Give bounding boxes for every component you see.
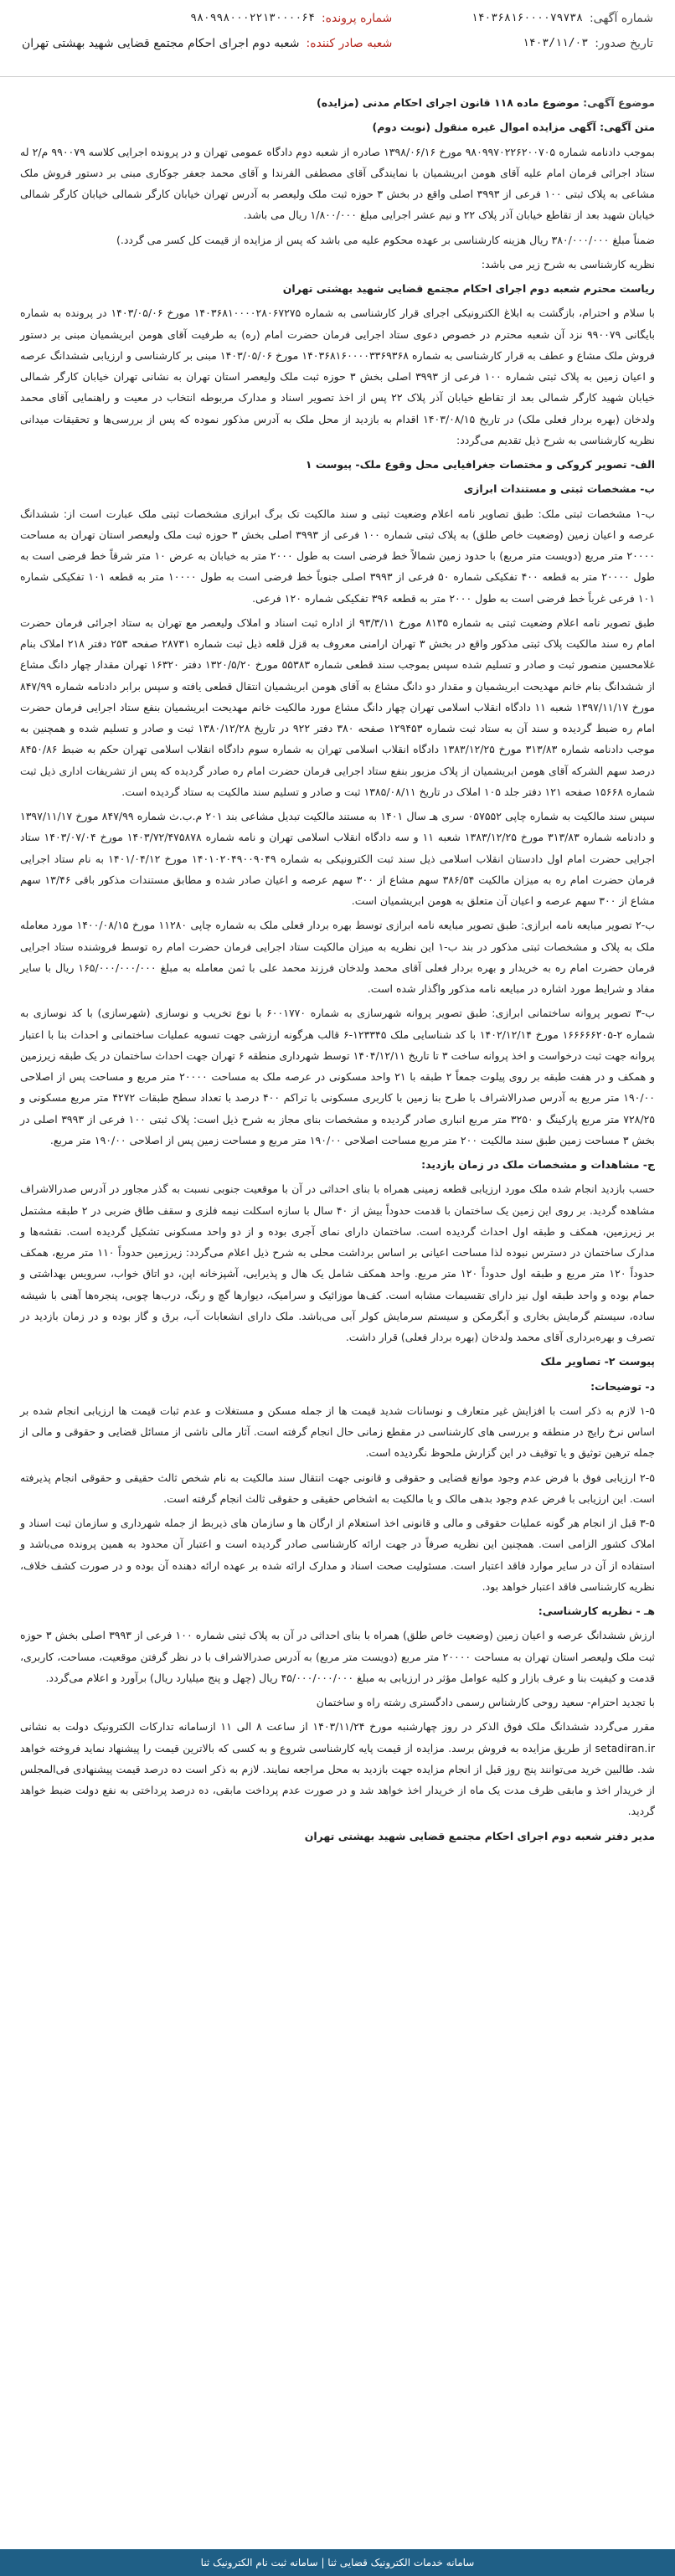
notice-paragraph: ب-۱ مشخصات ثبتی ملک: طبق تصاویر نامه اعلام وضعیت ثبتی و سند مالکیت تک برگ ابرازی مشخصات ثبتی ملک عبارت است از: ششدانگ عرصه و اعیان زمین (وضعیت خاص طلق) به پلاک ثبتی شماره ۱۰۰ فرعی از ۳۹۹۳ اصلی بخش ۳ حوزه ثبت ملک ولیعصر استان تهران به مساحت ۲۰۰۰۰ متر مربع (دویست متر مربع) با حدود زمین شمالاً خط فرضی است به طول ۲۰۰۰ متر به خیابان به عرض ۱۰ متر شرقاً خط فرضی است به طول ۲۰۰۰۰ متر به قطعه ۴۰۰ تفکیکی شماره ۵۰ فرعی از ۳۹۹۳ اصلی جنوباً خط فرضی است به طول ۱۰۰۰۰ متر به قطعه ۱۰۱ تفکیکی شماره ۱۰۱ فرعی غرباً خط فرضی است به طول ۲۰۰۰ متر به قطعه ۳۹۶ تفکیکی شماره ۱۲۰ فرعی. bbox=[20, 507, 656, 605]
notice-paragraphs bbox=[20, 142, 655, 1822]
notice-paragraph: ارزش ششدانگ عرصه و اعیان زمین (وضعیت خاص طلق) همراه با بنای احداثی در آن به پلاک ثبتی شماره ۱۰۰ فرعی از ۳۹۹۳ اصلی بخش ۳ حوزه ثبت ملک ولیعصر استان تهران به مساحت ۲۰۰۰۰ متر مربع (دویست متر مربع) به آدرس صدرالاشراف با در نظر گرفتن موقعیت، مساحت، کاربری، قدمت و کیفیت بنا و عرف بازار و کلیه عوامل مؤثر در ارزیابی به مبلغ ۴۵/۰۰۰/۰۰۰/۰۰۰ ریال (چهل و پنج میلیارد ریال) برآورد و اعلام می‌گردد. bbox=[20, 1629, 655, 1684]
notice-title: متن آگهی: آگهی مزایده اموال غیره منقول (نوبت دوم) bbox=[372, 121, 655, 134]
header-right-column bbox=[471, 12, 653, 76]
subject-value: موضوع ماده ۱۱۸ قانون اجرای احکام مدنی (مزایده) bbox=[317, 96, 580, 109]
notice-paragraph: حسب بازدید انجام شده ملک مورد ارزیابی قطعه زمینی همراه با بنای احداثی در آن با موقعیت جنوبی نسبت به گذر مجاور در آدرس صدرالاشراف مشاهده گردید. بر روی این زمین یک ساختمان با قدمت حدوداً بیش از ۴۰ سال با سازه اسکلت نیمه فلزی و سقف طاق ضربی در ۲ طبقه مشتمل بر زیرزمین، همکف و طبقه اول احداث گردیده است. ساختمان دارای نمای آجری بوده و از دو واحد مسکونی تشکیل گردیده است. نقشه‌ها و مدارک ساختمان در دسترس نبوده لذا مساحت اعیانی بر اساس برداشت محلی به شرح ذیل اعلام می‌گردد: زیرزمین حدوداً ۱۱۰ متر مربع، همکف حدوداً ۱۲۰ متر مربع و طبقه اول حدوداً ۱۲۰ متر مربع. واحد همکف شامل یک هال و پذیرایی، آشپزخانه اپن، دو اتاق خواب، سرویس بهداشتی و حمام بوده و واحد طبقه اول نیز دارای تقسیمات مشابه است. کف‌ها موزائیک و سرامیک، دیوارها گچ و رنگ، درب‌ها چوبی، پنجره‌ها آهنی با شیشه ساده، سیستم گرمایش بخاری و آبگرمکن و سیستم سرمایش کولر آبی می‌باشد. ملک دارای انشعابات آب، برق و گاز بوده و در زمان بازدید در تصرف و بهره‌برداری آقای محمد ولدخان (بهره بردار فعلی) قرار داشت. bbox=[20, 1182, 655, 1343]
notice-paragraph: طبق تصویر نامه اعلام وضعیت ثبتی به شماره ۸۱۳۵ مورخ ۹۳/۳/۱۱ از اداره ثبت اسناد و املاک ولیعصر مع تهران به ستاد اجرائی فرمان حضرت امام ره سند مالکیت پلاک ثبتی مذکور واقع در بخش ۳ تهران ارامنی معروف به قزل قلعه ذیل ثبت شماره ۲۸۷۳۱ صفحه ۲۵۳ دفتر ۲۱۸ املاک بنام غلامحسین منصور ثبت و صادر و تسلیم شده سپس بموجب سند قطعی شماره ۵۵۳۸۳ مورخ ۱۳۲۰/۵/۲۰ دفتر ۱۶۳۲۰ تهران مقدار چهار دانگ مشاع از ششدانگ بنام خانم مهدیحت ابریشمیان و مقدار دو دانگ مشاع به آقای هومن ابریشمیان انتقال قطعی یافته و سپس برابر دادنامه شماره ۸۴۷/۹۹ مورخ ۱۳۹۷/۱۱/۱۷ شعبه ۱۱ دادگاه انقلاب اسلامی تهران چهار دانگ مشاع مورد مالکیت خانم مهدیحت ابریشمیان بنفع ستاد اجرایی فرمان حضرت امام ره ضبط گردیده و سند آن به ستاد ثبت شماره ۱۲۹۴۵۳ صفحه ۳۸۰ دفتر ۹۲۲ در تاریخ ۱۳۸۰/۱۲/۲۸ ثبت و صادر و تسلیم شده و همچنین به موجب دادنامه شماره ۳۱۳/۸۳ مورخ ۱۳۸۳/۱۲/۲۵ دادگاه انقلاب اسلامی تهران به شماره سوم دادگاه انقلاب اسلامی تهران حکم به ضبط ۸۴۵۰/۸۶ درصد سهم الشرکه آقای هومن ابریشمیان از پلاک مزبور بنفع ستاد اجرایی فرمان حضرت امام ره صادر گردیده که پس از تشریفات اداری ذیل ثبت شماره ۱۵۶۶۸ صفحه ۱۲۱ دفتر جلد ۱۰۵ املاک در تاریخ ۱۳۸۵/۰۸/۱۱ ثبت و صادر و تسلیم سند مالکیت به ستاد گردیده است. bbox=[20, 616, 656, 798]
notice-number-label: شماره آگهی: bbox=[589, 12, 653, 25]
issue-date-row bbox=[471, 37, 653, 50]
issuer-row bbox=[22, 37, 392, 50]
signature: مدیر دفتر شعبه دوم اجرای احکام مجتمع قضایی شهید بهشتی تهران bbox=[304, 1829, 655, 1842]
notice-paragraph: الف- تصویر کروکی و مختصات جغرافیایی محل وقوع ملک- پیوست ۱ bbox=[305, 458, 655, 471]
notice-paragraph: بموجب دادنامه شماره ۹۸۰۹۹۷۰۲۲۶۲۰۰۷۰۵ مورخ ۱۳۹۸/۰۶/۱۶ صادره از شعبه دوم دادگاه عمومی تهران و در پرونده اجرایی کلاسه ۹۹۰۰۷۹ م/۲ له ستاد اجرائی فرمان امام علیه آقای هومن ابریشمیان با نمایندگی آقای مصطفی الفرندا و آقای محمد جعفر جوکاری مبنی بر دستور فروش ملک مشاعی به پلاک ثبتی ۱۰۰ فرعی از ۳۹۹۳ اصلی واقع در بخش ۳ حوزه ثبت ملک ولیعصر به آدرس تهران خیابان کارگر شمالی خیابان کارگر شمالی خیابان شهید بعد از تقاطع خیابان آذر پلاک ۲۲ و نیم عشر اجرایی مبلغ ۱/۸۰۰/۰۰۰ ریال می باشد. bbox=[20, 145, 655, 222]
notice-paragraph: پیوست ۲- تصاویر ملک bbox=[540, 1355, 655, 1368]
notice-number-value: ۱۴۰۳۶۸۱۶۰۰۰۰۷۹۷۳۸ bbox=[471, 12, 583, 24]
notice-paragraph: ج- مشاهدات و مشخصات ملک در زمان بازدید: bbox=[421, 1158, 655, 1171]
issue-date-value: ۱۴۰۳/۱۱/۰۳ bbox=[522, 37, 589, 49]
notice-paragraph: ب-۳ تصویر پروانه ساختمانی ابرازی: طبق تصویر پروانه شهرسازی به شماره ۶۰۰۱۷۷۰ با نوع تخریب و نوسازی (شهرسازی) با کد نوسازی به شماره ۲-۱۶۶۶۶۶۲۰۵ مورخ ۱۴۰۲/۱۲/۱۴ با کد شناسایی ملک ۱۲۳۳۴۵-۶ قالب هرگونه ارزشی جهت تسویه عملیات ساختمانی و احداث بنا با اعتبار پروانه جهت ثبت درخواست و اخذ پروانه ساخت ۳ تا تاریخ ۱۴۰۴/۱۲/۱۱ توسط شهرداری منطقه ۶ تهران جهت احداث ساختمان در یک طبقه زیرزمین و همکف و در هفت طبقه بر روی پیلوت جمعاً ۲ طبقه با ۲۱ واحد مسکونی در عرصه ملک به مساحت ۲۰۰۰۰ متر مربع و مساحت پس از اصلاحی ۱۹۰/۰۰ متر مربع به آدرس صدرالاشراف با طرح بنا زمین با کاربری مسکونی با تراکم ۴۰۰ درصد با تعداد سطح طبقات ۴۲۷۲ متر مربع مسکونی و ۷۲۸/۲۵ متر مربع پارکینگ و ۳۲۵۰ متر مربع انباری صادر گردیده و مشخصات بنای مجاز به شرح ذیل است: پلاک ثبتی ۱۰۰ فرعی از ۳۹۹۳ اصلی در بخش ۳ مساحت زمین طبق سند مالکیت ۲۰۰ متر مربع مساحت اصلاحی ۱۹۰/۰۰ متر مربع و مساحت زمین پس از اصلاحی ۱۹۰/۰۰ متر مربع. bbox=[20, 1007, 656, 1146]
issuer-value: شعبه دوم اجرای احکام مجتمع قضایی شهید بهشتی تهران bbox=[22, 37, 300, 50]
notice-paragraph: نظریه کارشناسی به شرح زیر می باشد: bbox=[481, 257, 655, 270]
notice-header bbox=[0, 0, 675, 77]
notice-paragraph: ۲-۵ ارزیابی فوق با فرض عدم وجود موانع قضایی و حقوقی و قانونی جهت انتقال سند مالکیت به نام شخص ثالث حقیقی و حقوقی انجام پذیرفته است. این ارزیابی با فرض عدم وجود بدهی مالک و یا مالکیت به اشخاص حقیقی و حقوقی ثالث انجام گرفته است. bbox=[20, 1471, 655, 1505]
subject-label: موضوع آگهی: bbox=[583, 96, 655, 109]
notice-paragraph: ب-۲ تصویر مبایعه نامه ابرازی: طبق تصویر مبایعه نامه ابرازی توسط بهره بردار فعلی ملک به شماره چاپی ۱۱۲۸۰ مورخ ۱۴۰۰/۰۸/۱۵ مورد معامله ملک به پلاک و مشخصات ثبتی مذکور در بند ب-۱ این نظریه به میزان مالکیت ستاد اجرایی فرمان حضرت امام ره توسط فروشنده ستاد اجرایی فرمان حضرت امام ره به خریدار و بهره بردار فعلی آقای محمد ولدخان فرزند محمد علی با ثمن معامله به مبلغ ۱۶۵/۰۰۰/۰۰۰/۰۰۰ ریال با سایر مفاد و شرایط مورد اشاره در مبایعه نامه مذکور واگذار شده است. bbox=[20, 919, 655, 995]
footer-text: سامانه خدمات الکترونیک قضایی ثنا | سامانه ثبت نام الکترونیک ثنا bbox=[200, 2557, 475, 2568]
notice-paragraph: سپس سند مالکیت به شماره چاپی ۰۵۷۵۵۲ سری هـ سال ۱۴۰۱ به مستند مالکیت تبدیل مشاعی بند ۲۰۱ م.ب.ث شماره ۸۴۷/۹۹ مورخ ۱۳۹۷/۱۱/۱۷ و دادنامه شماره ۳۱۳/۸۳ مورخ ۱۳۸۳/۱۲/۲۵ شعبه ۱۱ و سه دادگاه انقلاب اسلامی تهران و نامه شماره ۱۴۰۳/۷۲/۴۷۵۸۷۸ مورخ ۱۴۰۳/۰۷/۰۴ ستاد اجرایی حضرت امام اول دادستان انقلاب اسلامی ذیل سند ثبت الکترونیکی به شماره ۱۴۰۱۰۲۰۴۹۰۰۹۰۴۹ مورخ ۱۴۰۱/۰۴/۱۲ به نام ستاد اجرایی فرمان حضرت امام ره به میزان مالکیت ۳۸۶/۵۴ سهم مشاع از ۳۰۰ سهم عرصه و اعیان صادر شده و مطابق مستندات مذکور باقی ۱۳/۴۶ سهم مشاع از ۳۰۰ سهم عرصه و اعیان آن متعلق به هومن ابریشمیان است. bbox=[20, 810, 655, 907]
issuer-label: شعبه صادر کننده: bbox=[306, 37, 393, 50]
notice-paragraph: ۳-۵ قبل از انجام هر گونه عملیات حقوقی و مالی و قانونی اخذ استعلام از ارگان ها و سازمان های ذیربط از جمله شهرداری و سازمان ثبت اسناد و املاک کشور الزامی است. همچنین این نظریه صرفاً در جهت ارائه کارشناسی صادر گردیده است و اعتبار آن محدود به همین پرونده می‌باشد و استفاده از آن در سایر موارد فاقد اعتبار است. مسئولیت صحت اسناد و مدارک ارائه شده بر عهده ارائه دهنده آن بوده و در صورت کشف خلاف، نظریه کارشناسی فاقد اعتبار خواهد بود. bbox=[20, 1517, 655, 1593]
file-number-label: شماره پرونده: bbox=[321, 12, 393, 25]
header-left-column bbox=[22, 12, 392, 76]
notice-paragraph: د- توضیحات: bbox=[590, 1379, 655, 1393]
notice-paragraph: ریاست محترم شعبه دوم اجرای احکام مجتمع قضایی شهید بهشتی تهران bbox=[282, 282, 655, 295]
notice-paragraph: ب- مشخصات ثبتی و مستندات ابرازی bbox=[463, 482, 655, 496]
notice-paragraph: ضمناً مبلغ ۳۸۰/۰۰۰/۰۰۰ ریال هزینه کارشناسی بر عهده محکوم علیه می باشد که پس از مزایده از قیمت کل کسر می گردد.) bbox=[116, 233, 655, 246]
notice-number-row bbox=[471, 12, 653, 25]
notice-paragraph: با سلام و احترام، بازگشت به ابلاغ الکترونیکی اجرای قرار کارشناسی به شماره ۱۴۰۳۶۸۱۰۰۰۰۲۸۰۶۷۲۷۵ مورخ ۱۴۰۳/۰۵/۰۶ در پرونده به شماره بایگانی ۹۹۰۰۷۹ نزد آن شعبه محترم در خصوص دعوی ستاد اجرایی فرمان حضرت امام (ره) به طرفیت آقای هومن ابریشمیان مبنی بر دستور فروش ملک مشاع و عطف به قرار کارشناسی به شماره ۱۴۰۳۶۸۱۶۰۰۰۰۳۳۶۹۳۶۸ مورخ ۱۴۰۳/۰۵/۰۶ مبنی بر کارشناسی و ارزیابی ششدانگ عرصه و اعیان زمین به پلاک ثبتی شماره ۱۰۰ فرعی از ۳۹۹۳ اصلی بخش ۳ حوزه ثبت ملک ولیعصر استان تهران به نشانی تهران خیابان کارگر شمالی خیابان شهید کارگر شمالی بعد از تقاطع خیابان آذر پلاک ۲۲ پس از اخذ تصویر اسناد و مدارک مربوطه انتخاب در معیت و راهنمایی آقای محمد ولدخان (بهره بردار فعلی ملک) در تاریخ ۱۴۰۳/۰۸/۱۵ اقدام به بازدید از محل ملک به آدرس مذکور نموده که پس از بررسی‌ها و تحقیقات میدانی نظریه کارشناسی به شرح ذیل تقدیم می‌گردد: bbox=[20, 307, 656, 446]
notice-paragraph: هـ - نظریه کارشناسی: bbox=[538, 1605, 655, 1617]
issue-date-label: تاریخ صدور: bbox=[595, 37, 653, 50]
notice-paragraph: ۱-۵ لازم به ذکر است با افزایش غیر متعارف و نوسانات شدید قیمت ها از جمله مسکن و مستغلات و عدم ثبات قیمت ها ارزیابی انجام شده بر اساس نرخ رایج در منطقه و بررسی های کارشناسی در مقطع زمانی حال انجام گرفته است. آثار مالی ناشی از مسائل قضایی و حقوقی و مالی از جمله ترهین توثیق و یا توقیف در این گزارش ملحوظ نگردیده است. bbox=[20, 1404, 655, 1460]
notice-body bbox=[0, 77, 675, 2549]
notice-footer bbox=[0, 2549, 675, 2576]
notice-paragraph: با تجدید احترام- سعید روحی کارشناس رسمی دادگستری رشته راه و ساختمان bbox=[316, 1696, 655, 1708]
file-number-row bbox=[190, 12, 392, 25]
notice-paragraph: مقرر می‌گردد ششدانگ ملک فوق الذکر در روز چهارشنبه مورخ ۱۴۰۳/۱۱/۲۴ از ساعت ۸ الی ۱۱ ازسامانه تدارکات الکترونیک دولت به نشانی setadiran.ir از طریق مزایده به فروش برسد. مزایده از قیمت پایه کارشناسی شروع و به کسی که بالاترین قیمت را پیشنهاد نماید فروخته خواهد شد. طالبین خرید می‌توانند پنج روز قبل از انجام مزایده جهت بازدید به محل مراجعه نمایند. لازم به ذکر است ده درصد قیمت پیشنهادی فی‌المجلس از خریدار اخذ و مابقی ظرف مدت یک ماه از خریدار اخذ خواهد شد و در صورت عدم پرداخت مابقی، ده درصد پرداختی به نفع دولت ضبط خواهد گردید. bbox=[20, 1720, 655, 1818]
file-number-value: ۹۸۰۹۹۸۰۰۰۲۲۱۳۰۰۰۰۶۴ bbox=[190, 12, 315, 24]
subject-line bbox=[20, 92, 655, 113]
